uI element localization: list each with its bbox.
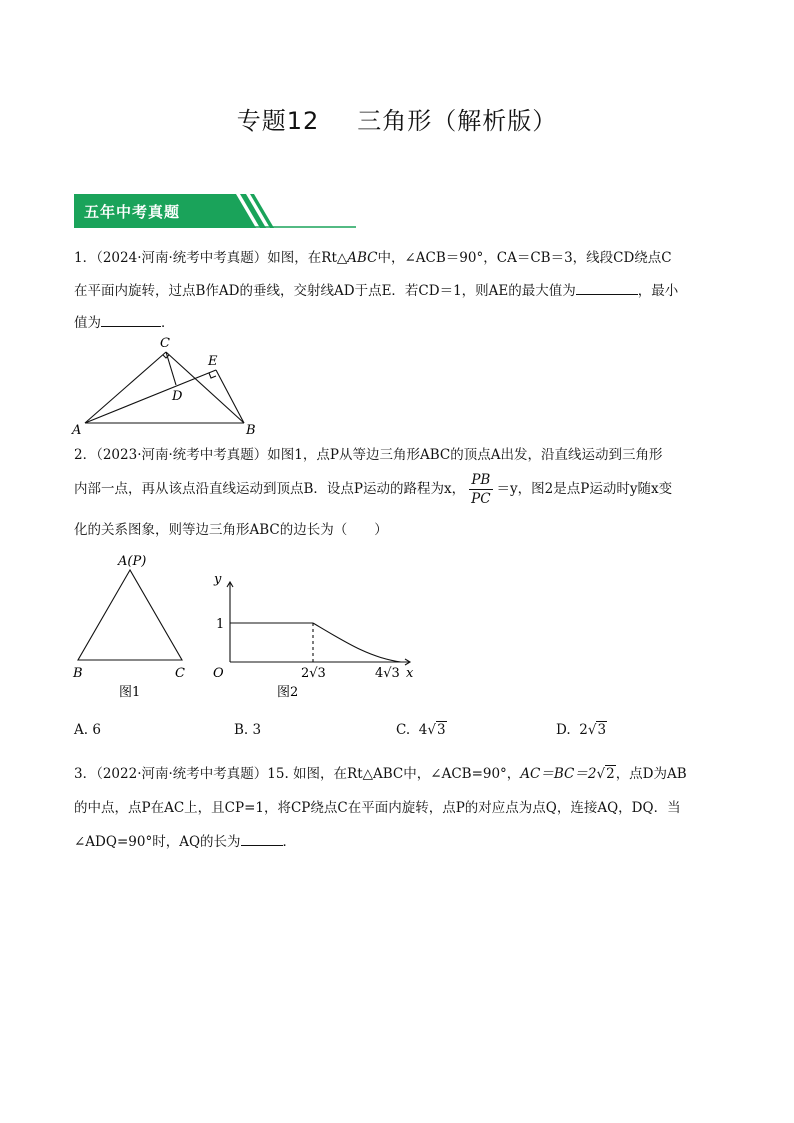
q1-line-3 xyxy=(74,313,175,332)
q3-text-c: ，点D为AB xyxy=(615,766,687,782)
q1-text-f: 值为 xyxy=(74,315,101,331)
q2-fraction-denominator: PC xyxy=(471,491,491,507)
q1-text-a: 1．（2024·河南·统考中考真题）如图，在Rt△ xyxy=(74,250,348,266)
q2-fig2-x-tick-1: 2√3 xyxy=(301,666,326,681)
q1-label-b: B xyxy=(246,423,256,438)
q1-answer-blank-max[interactable] xyxy=(576,281,638,295)
q2-fig1-label-right: C xyxy=(175,666,185,681)
q2-fraction-numerator: PB xyxy=(469,471,492,490)
q2-option-d[interactable]: D. 2√3 xyxy=(556,722,607,738)
q1-text-g: ． xyxy=(161,315,175,331)
q2-fraction xyxy=(469,471,492,508)
q2-option-a[interactable]: A. 6 xyxy=(74,722,101,738)
q3-line-2: 的中点，点P在AC上，且CP=1，将CP绕点C在平面内旋转，点P的对应点为点Q，连接AQ，DQ．当 xyxy=(74,800,681,816)
q3-text-a: 3．（2022·河南·统考中考真题）15. 如图，在Rt△ABC中，∠ACB=90°， xyxy=(74,766,521,782)
q2-fig2-origin-label: O xyxy=(213,666,224,681)
q1-label-e: E xyxy=(208,354,218,369)
q2-text-a: 内部一点，再从该点沿直线运动到顶点B．设点P运动的路程为x， xyxy=(74,481,466,497)
page-title xyxy=(0,101,794,136)
q2-line-1: 2．（2023·河南·统考中考真题）如图1，点P从等边三角形ABC的顶点A出发，沿直线运动到三角形 xyxy=(74,447,663,463)
q2-text-b: ＝y，图2是点P运动时y随x变 xyxy=(496,481,673,497)
q3-text-d: ∠ADQ=90°时，AQ的长为 xyxy=(74,834,241,850)
title-topic-name: 三角形（解析版） xyxy=(357,107,558,135)
q1-answer-blank-min[interactable] xyxy=(101,313,161,327)
q2-figure-1-triangle xyxy=(68,550,198,700)
q2-line-2 xyxy=(74,471,672,508)
q3-answer-blank[interactable] xyxy=(241,832,283,846)
q1-line-1 xyxy=(74,249,672,267)
q2-figure-2-graph xyxy=(205,570,425,700)
q2-fig1-caption: 图1 xyxy=(119,685,141,700)
q1-line-2 xyxy=(74,281,678,300)
q1-label-c: C xyxy=(160,336,170,351)
q3-text-b: AC＝BC＝2 xyxy=(520,766,597,782)
q2-fig1-label-left: B xyxy=(73,666,83,681)
q1-label-a: A xyxy=(72,423,82,438)
q1-text-b: ABC xyxy=(347,250,378,266)
q3-radicand: 2 xyxy=(606,766,615,782)
q1-text-e: ，最小 xyxy=(637,283,679,299)
q2-fig2-caption: 图2 xyxy=(277,685,299,700)
q1-triangle-figure xyxy=(68,332,268,438)
q3-line-1: 3．（2022·河南·统考中考真题）15. 如图，在Rt△ABC中，∠ACB=90°，AC＝BC＝2√2，点D为AB xyxy=(74,766,687,782)
q2-fig2-x-tick-2: 4√3 xyxy=(375,666,400,681)
q1-label-d: D xyxy=(172,389,183,404)
q2-fig2-x-axis-label: x xyxy=(406,666,414,681)
q2-fig2-y-axis-label: y xyxy=(214,572,222,587)
title-topic-number: 专题12 xyxy=(236,107,320,135)
q2-fig1-label-top: A(P) xyxy=(118,554,147,569)
q2-option-c[interactable]: C. 4√3 xyxy=(396,722,446,738)
q2-option-b[interactable]: B. 3 xyxy=(234,722,262,738)
q3-text-e: ． xyxy=(282,834,297,850)
q3-line-3 xyxy=(74,832,296,851)
q1-text-d: 在平面内旋转，过点B作AD的垂线，交射线AD于点E．若CD＝1，则AE的最大值为 xyxy=(74,283,576,299)
q1-text-c: 中，∠ACB＝90°，CA＝CB＝3，线段CD绕点C xyxy=(377,250,672,266)
q2-line-3: 化的关系图象，则等边三角形ABC的边长为（ ） xyxy=(74,522,388,538)
section-banner-label: 五年中考真题 xyxy=(84,203,181,221)
q2-fig2-y-tick: 1 xyxy=(216,617,225,632)
